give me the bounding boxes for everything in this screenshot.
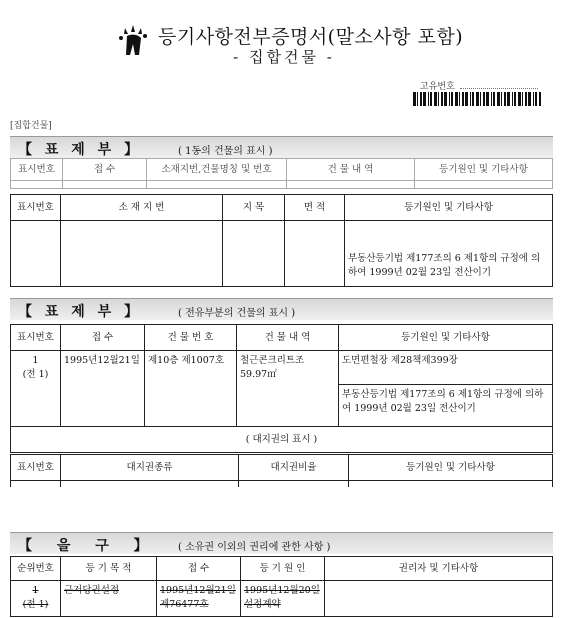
cause-2: 부동산등기법 제177조의 6 제1항의 규정에 의하여 1999년 02월 23일 전산이기 (342, 389, 544, 414)
received-cell: 1995년12월21일 (61, 351, 145, 427)
col-header: 건 물 번 호 (145, 325, 237, 351)
col-header: 면 적 (285, 195, 345, 221)
barcode-bar (493, 92, 495, 106)
barcode-bar (417, 92, 418, 106)
col-header: 접 수 (61, 325, 145, 351)
display-number: 1 (32, 355, 39, 366)
col-header: 권리자 및 기타사항 (325, 557, 553, 581)
document-subtitle: - 집합건물 - (233, 48, 335, 66)
cause-cell: 부동산등기법 제177조의 6 제1항의 규정에 의하여 1999년 02월 23일 전산이기 (345, 221, 553, 287)
barcode-bar (470, 92, 471, 106)
purpose-cell: 근저당권설정 (61, 581, 157, 617)
received-number: 제76477호 (160, 598, 209, 610)
rights-holder-cell (325, 581, 553, 617)
col-header: 등 기 원 인 (241, 557, 325, 581)
document-kind: [집합건물] (10, 121, 52, 131)
col-header: 접 수 (63, 159, 147, 181)
section-exclusive-part (10, 298, 553, 488)
barcode-bar (539, 92, 541, 106)
cause-text: 설정계약 (244, 598, 281, 610)
col-header: 등기원인 및 기타사항 (345, 195, 553, 221)
col-header: 등기원인 및 기타사항 (415, 159, 553, 181)
barcode-bar (507, 92, 510, 106)
barcode-bar (486, 92, 489, 106)
unique-number-label: 고유번호 (420, 82, 455, 92)
col-header: 등 기 목 적 (61, 557, 157, 581)
barcode-bar (465, 92, 468, 106)
unique-number-line (460, 88, 538, 89)
barcode-bar (518, 92, 521, 106)
eulgu-table (10, 556, 553, 617)
barcode-bar (413, 92, 416, 106)
barcode-bar (528, 92, 531, 106)
col-header: 소 재 지 번 (61, 195, 223, 221)
barcode-bar (423, 92, 426, 106)
section-title-building (10, 136, 553, 288)
building-number-cell: 제10층 제1007호 (145, 351, 237, 427)
section-title: 【 표 제 부 】 (18, 304, 143, 320)
display-number-sub: (전 1) (22, 368, 49, 380)
barcode-bar (428, 92, 429, 106)
section-header (10, 532, 553, 554)
section-title: 【 표 제 부 】 (18, 142, 143, 158)
col-header: 대지권비율 (239, 455, 349, 481)
barcode-bar (491, 92, 492, 106)
land-table (10, 194, 553, 287)
barcode-icon (413, 92, 541, 106)
exclusive-table (10, 324, 553, 453)
section-header (10, 298, 553, 320)
structure-text: 철근콘크리트조 (240, 355, 305, 366)
barcode-bar (434, 92, 437, 106)
barcode-bar (462, 92, 464, 106)
barcode-bar (512, 92, 513, 106)
section-subtitle: ( 전유부분의 건물의 표시 ) (178, 308, 296, 319)
cause-date: 1995년12월20일 (244, 585, 320, 596)
barcode-bar (483, 92, 485, 106)
col-header: 대지권종류 (61, 455, 239, 481)
col-header: 표시번호 (11, 159, 63, 181)
col-header: 표시번호 (11, 325, 61, 351)
table-row (11, 351, 553, 427)
section-title: 【 을 구 】 (18, 538, 158, 554)
col-header: 지 목 (223, 195, 285, 221)
barcode-bar (441, 92, 443, 106)
barcode-bar (514, 92, 516, 106)
rank-number: 1 (32, 585, 39, 596)
certificate-header (0, 0, 568, 110)
document-title: 등기사항전부증명서(말소사항 포함) (158, 26, 464, 48)
barcode-bar (497, 92, 500, 106)
section-eulgu (10, 532, 553, 618)
barcode-bar (455, 92, 458, 106)
barcode-bar (451, 92, 453, 106)
col-header: 건 물 내 역 (287, 159, 415, 181)
barcode-bar (504, 92, 506, 106)
barcode-bar (476, 92, 479, 106)
col-header: 표시번호 (11, 195, 61, 221)
barcode-bar (533, 92, 534, 106)
land-right-table (10, 454, 553, 487)
col-header: 순위번호 (11, 557, 61, 581)
barcode-bar (459, 92, 460, 106)
area-text: 59.97㎡ (240, 368, 277, 380)
col-header: 소재지번,건물명칭 및 번호 (147, 159, 287, 181)
col-header: 표시번호 (11, 455, 61, 481)
received-date: 1995년12월21일 (160, 585, 236, 596)
section-header (10, 136, 553, 158)
barcode-bar (438, 92, 439, 106)
barcode-bar (430, 92, 432, 106)
barcode-bar (501, 92, 502, 106)
col-header: 등기원인 및 기타사항 (349, 455, 553, 481)
cause-1: 도면편철장 제28책제399장 (339, 351, 552, 385)
barcode-bar (444, 92, 447, 106)
old-columns-table (10, 158, 553, 189)
col-header: 건 물 내 역 (237, 325, 339, 351)
barcode-bar (472, 92, 474, 106)
barcode-bar (480, 92, 481, 106)
col-header: 접 수 (157, 557, 241, 581)
section-subtitle: ( 1동의 건물의 표시 ) (178, 146, 273, 157)
rank-number-sub: (전 1) (22, 598, 49, 610)
section-subtitle: ( 소유권 이외의 권리에 관한 사항 ) (178, 542, 331, 553)
col-header: 등기원인 및 기타사항 (339, 325, 553, 351)
barcode-bar (525, 92, 527, 106)
land-right-title: ( 대지권의 표시 ) (11, 427, 553, 453)
barcode-bar (522, 92, 523, 106)
barcode-bar (420, 92, 422, 106)
table-row (11, 221, 553, 287)
barcode-bar (449, 92, 450, 106)
barcode-bar (535, 92, 537, 106)
table-row (11, 581, 553, 617)
